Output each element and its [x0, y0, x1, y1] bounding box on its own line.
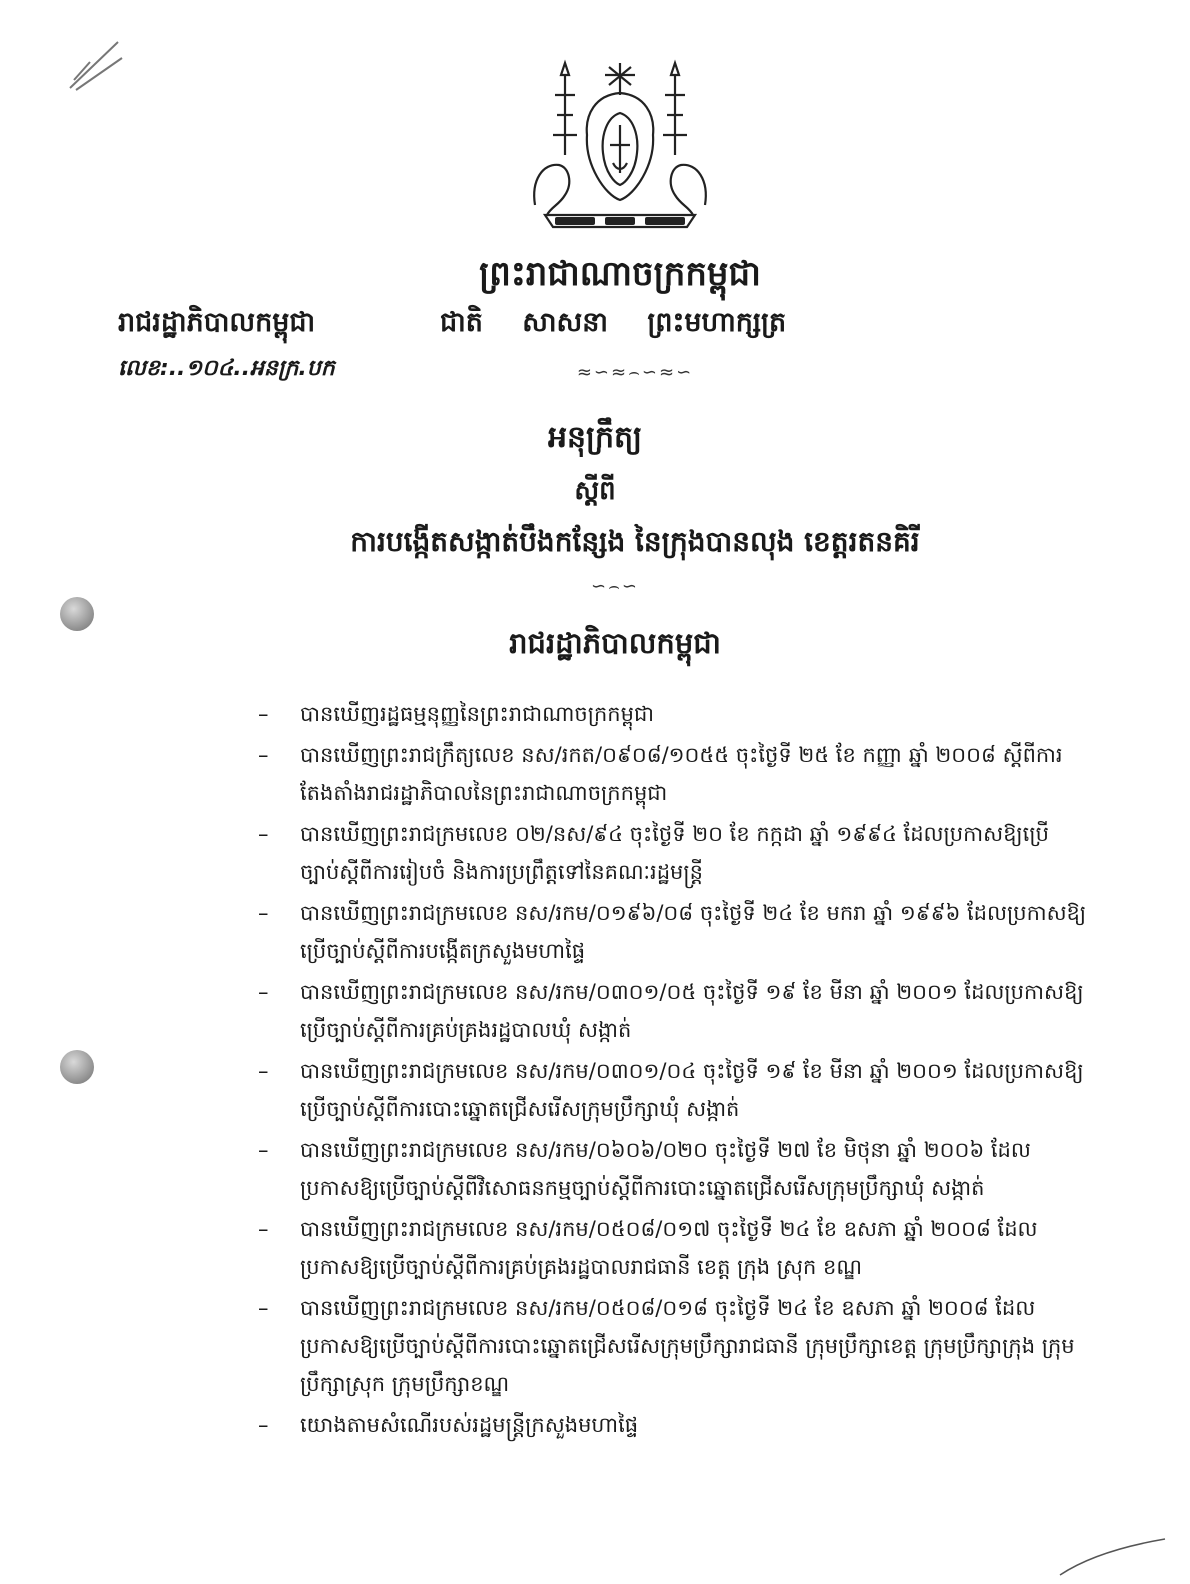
authority-heading: រាជរដ្ឋាភិបាលកម្ពុជា — [509, 626, 721, 660]
margin-checkmark — [60, 30, 140, 100]
royal-arms-icon — [525, 55, 715, 230]
document-subject: ការបង្កើតសង្កាត់បឹងកន្សែង នៃក្រុងបានលុង ខេត្តរតនគិរី — [350, 525, 920, 558]
preamble-item: – បានឃើញព្រះរាជក្រមលេខ ០២/នស/៩៤ ចុះថ្ងៃទី ២០ ខែ កក្កដា ឆ្នាំ ១៩៩៤ ដែលប្រកាសឱ្យប្រើច្បាប់ស្តីពីការរៀបចំ និងការប្រព្រឹត្តទៅនៃគណៈរដ្ឋមន្ត្រី — [258, 822, 1049, 884]
issuing-ministry: រាជរដ្ឋាភិបាលកម្ពុជា — [118, 307, 316, 338]
reference-number: លេខ:..១០៤..អនក្រ.បក — [118, 356, 335, 381]
punch-hole-icon — [60, 597, 94, 631]
preamble-item: – បានឃើញព្រះរាជក្រមលេខ នស/រកម/០៦០៦/០២០ ចុះថ្ងៃទី ២៧ ខែ មិថុនា ឆ្នាំ ២០០៦ ដែលប្រកាសឱ្យប្រើច្បាប់ស្តីពីវិសោធនកម្មច្បាប់ស្តីពីការបោះឆ្នោតជ្រើសរើសក្រុមប្រឹក្សាឃុំ សង្កាត់ — [258, 1138, 1031, 1200]
corner-stroke-mark — [1050, 1535, 1170, 1580]
ornament-divider-mid: ∽⌢∽ — [590, 576, 639, 597]
preamble-item: – បានឃើញព្រះរាជក្រឹត្យលេខ នស/រកត/០៩០៨/១០៥៥ ចុះថ្ងៃទី ២៥ ខែ កញ្ញា ឆ្នាំ ២០០៨ ស្តីពីការតែងតាំងរាជរដ្ឋាភិបាលនៃព្រះរាជាណាចក្រកម្ពុជា — [258, 743, 1063, 805]
preamble-item: – បានឃើញព្រះរាជក្រមលេខ នស/រកម/០៥០៨/០១៧ ចុះថ្ងៃទី ២៤ ខែ ឧសភា ឆ្នាំ ២០០៨ ដែលប្រកាសឱ្យប្រើច្បាប់ស្តីពីការគ្រប់គ្រងរដ្ឋបាលរាជធានី ខេត្ត ក្រុង ស្រុក ខណ្ឌ — [258, 1217, 1038, 1279]
preamble-item: – យោងតាមសំណើរបស់រដ្ឋមន្ត្រីក្រសួងមហាផ្ទៃ — [258, 1413, 639, 1437]
ornament-divider-top: ≈∽≈⌢∽≈∽ — [576, 362, 694, 383]
document-type: អនុក្រឹត្យ — [547, 420, 643, 455]
national-motto: ជាតិ សាសនា ព្រះមហាក្សត្រ — [440, 307, 787, 338]
preamble-item: – បានឃើញព្រះរាជក្រមលេខ នស/រកម/០១៩៦/០៨ ចុះថ្ងៃទី ២៤ ខែ មករា ឆ្នាំ ១៩៩៦ ដែលប្រកាសឱ្យប្រើច្បាប់ស្តីពីការបង្កើតក្រសួងមហាផ្ទៃ — [258, 901, 1087, 963]
preamble-item: – បានឃើញព្រះរាជក្រមលេខ នស/រកម/០៣០១/០៥ ចុះថ្ងៃទី ១៩ ខែ មីនា ឆ្នាំ ២០០១ ដែលប្រកាសឱ្យប្រើច្បាប់ស្តីពីការគ្រប់គ្រងរដ្ឋបាលឃុំ សង្កាត់ — [258, 980, 1084, 1042]
document-about: ស្តីពី — [574, 476, 616, 506]
preamble-list — [258, 695, 1088, 1447]
kingdom-heading: ព្រះរាជាណាចក្រកម្ពុជា — [479, 254, 761, 294]
punch-hole-icon — [60, 1050, 94, 1084]
preamble-item: – បានឃើញរដ្ឋធម្មនុញ្ញនៃព្រះរាជាណាចក្រកម្ពុជា — [258, 702, 654, 726]
preamble-item: – បានឃើញព្រះរាជក្រមលេខ នស/រកម/០៥០៨/០១៨ ចុះថ្ងៃទី ២៤ ខែ ឧសភា ឆ្នាំ ២០០៨ ដែលប្រកាសឱ្យប្រើច្បាប់ស្តីពីការបោះឆ្នោតជ្រើសរើសក្រុមប្រឹក្សារាជធានី ក្រុមប្រឹក្សាខេត្ត ក្រុមប្រឹក្សាក្រុង ក្រុមប្រឹក្សាស្រុក ក្រុមប្រឹក្សាខណ្ឌ — [258, 1296, 1075, 1396]
preamble-item: – បានឃើញព្រះរាជក្រមលេខ នស/រកម/០៣០១/០៤ ចុះថ្ងៃទី ១៩ ខែ មីនា ឆ្នាំ ២០០១ ដែលប្រកាសឱ្យប្រើច្បាប់ស្តីពីការបោះឆ្នោតជ្រើសរើសក្រុមប្រឹក្សាឃុំ សង្កាត់ — [258, 1059, 1084, 1121]
